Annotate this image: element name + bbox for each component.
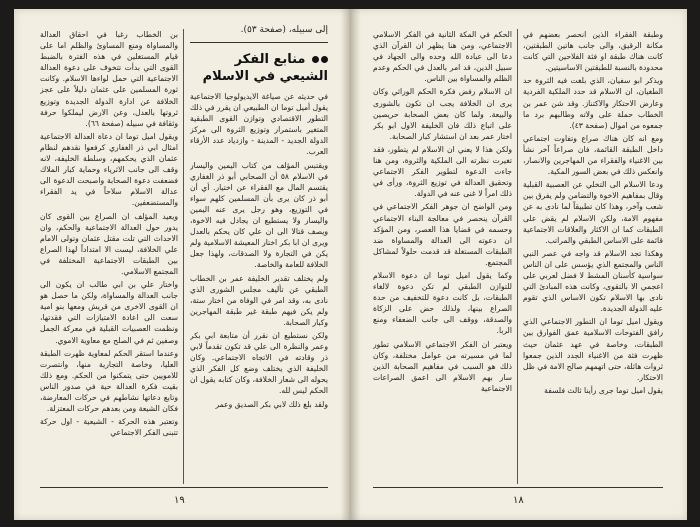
text-column-left xyxy=(373,29,512,483)
running-header: إلى سبيله، (صفحة ٥٣). xyxy=(240,25,328,35)
paragraph: وطبقة الفقراء الذين انحصر بعضهم في مكانة الرقيق، والى جانب هاتين الطبقتين، كانت هناك طبقة او فئة الفلاحين التي كانت محدودة بالنسبة للطبقتين الاساسيتين. xyxy=(523,30,663,73)
paragraph: ولم يختلف تقدير الخليفة عمر بن الخطاب الطبقي عن تأليف مجلس الشورى الذي نادى به، وقد امر في الوفاة من اختار ستة، ولم يكن فيهم طبقة غير طبقة المهاجرين وكبار الصحابة. xyxy=(190,273,328,327)
paragraph: وكما يقول اميل توما ان دعوة الاسلام للتوازن الطبقي لم تكن دعوة لالغاء الطبقات، بل كانت دعوة للتخفيف من حدة الصراع بينها، ولذلك حض على الزكاة والصدقة، ووقف الى جانب الضعفاء ومنع الربا. xyxy=(373,270,512,336)
gutter-shadow xyxy=(351,9,361,520)
paragraph: ويذكر ابو سفيان، الذي بلغت فيه الثروة حد الطغيان، ان الاسلام قد حدد الملكية الفردية وعارض الاحتكار والاكتناز. وقد شن عمر بن الخطاب حملة على ولاته وطالبهم برد ما جمعوه من اموال (صفحة ٤٣). xyxy=(523,76,663,130)
gutter-shadow xyxy=(340,9,350,520)
paragraph: ومع انه كان هناك صراع وتفاوت اجتماعي داخل الطبقة القائمة، فان صراعاً آخر نشأ بين الاغنياء والفقراء من المهاجرين والانصار، وانعكس ذلك في بعض السور المكية. xyxy=(523,133,663,177)
paragraph: ومن الواضح ان جوهر الفكر الاجتماعي في القرآن ينحصر في معالجة البناء الاجتماعي وحسمه في قضايا هذا العصر، ومن المؤكد ان دعوته الى العدالة والمساواة ضد الطبقات المستغلة قد قدمت حلولاً لمشاكل المجتمع. xyxy=(373,202,512,267)
paragraph: ولكن هذا لا يعني ان الاسلام لم يتطور، فقد تغيرت نظرته الى الملكية والثروة، ومن هنا جاءت الدعوة لتطوير الفكر الاجتماعي وتحقيق العدالة في توزيع الثروة، ورأى في ذلك امراً لا غنى عنه في الدولة. xyxy=(373,144,512,199)
paragraph: ويقول اميل توما ان دعاة العدالة الاجتماعية امثال ابي ذر الغفاري كرفعوا نقدهم لنظام عثمان الذي يحكمهم، وسلطة الخليفة، لانه وقف الى جانب الاثرياء وحماية كبار الملاك فضعفت دعوة الصحابة واصبحت الدعوة الى عدالة الاسلام سلاحاً في يد الفقراء والمستضعفين. xyxy=(40,131,178,208)
left-page xyxy=(14,9,351,520)
paragraph: ويعيد المؤلف ان الصراع بين القوى كان يدور حول العدالة الاجتماعية والحكم، وان الاحداث التي تلت مقتل عثمان وتولى الامام علي الخلافة، ليست الا امتداداً لهذا الصراع بين الطبقات الاجتماعية المختلفة في المجتمع الاسلامي. xyxy=(40,211,178,276)
paragraph: بن الخطاب رغبا في احقاق العدالة والمساواة ومنع المساوئ والظلم اما على قيام المستغلين في هذه الفترة بالضبط القوى التي بدأت تتخوف على دعوة العدالة الاجتماعية التي حمل لواءها الاسلام. وكانت ثورة المسلمين على عثمان دليلاً على عجز الخلافة عن ادارة الدولة الجديدة وتوزيع ثروتها بالعدل، وعن الارض ليملكوا حرفة وثقافة في سبيله (صفحة ٦٦). xyxy=(40,30,178,128)
paragraph: ان الاسلام رفض فكرة الحكم الوراثي وكان يرى ان الخلافة يجب ان تكون بالشورى والبيعة. ولما كان بعض الصحابة حريصين على اتباع ذلك فان الخليفة الاول ابو بكر اختار عمر بعد ان استشار كبار الصحابة. xyxy=(373,87,512,141)
text-column-right xyxy=(190,91,328,483)
paragraph: ودعا الاسلام الى التخلي عن العصبية القبلية وقال بمفاهيم الاخوة والتضامن ولم يفرق بين شعب وآخر، وهذا كان تطبيقاً لما نادى به عن مفهوم الامة، ولكن الاسلام لم يقض على الطبقات كما ان الاكثار والعلاقات الاجتماعية قائمة على الاساس الطبقي والمراتب. xyxy=(523,180,663,245)
paragraph: في حديثه عن صياغة الايديولوجيا الاجتماعية يقول أميل توما ان الطبيعي ان يقرر في ذلك التطور الاقتصادي وتوازن القوى الطبقية المتغير باستمرار وتوزيع الثروة الى مركز الدولة الجديد - المدينة - وازدياد عدد الأرقاء العرب. xyxy=(190,92,328,157)
paragraph: وتعتبر هذه الحركة - الشيعية - اول حركة تتبنى الفكر الاجتماعي xyxy=(40,417,178,438)
paragraph: ويعتبر ان الفكر الاجتماعي الاسلامي تطور لما في مسيرته من عوامل مختلفة، وكان ذلك هو السبب في مفاهيم الصحابة الذين سار بهم الاسلام الى اعمق الصراعات الاجتماعية xyxy=(373,339,512,393)
text-column-right xyxy=(523,29,663,483)
text-column-left xyxy=(40,29,178,483)
page-number: ١٩ xyxy=(174,495,185,506)
paragraph: وهكذا تجد الاسلام قد واجه في عصر النبي الناس والمجتمع الذي يؤسس على ان الناس سواسية كأسنان المشط لا فضل لعربي على اعجمي الا بالتقوى، وكانت هذه المبادئ التي نادى بها الاسلام تكون الاساس الذي تقوم عليه الدولة الجديدة. xyxy=(523,248,663,314)
paragraph: واختار علي بن ابي طالب ان يكون الى جانب العدالة والمساواة، ولكن ما حصل هو ان القوى الاخرى من قريش ومعها بنو امية سعت الى اعادة الامتيازات التي فقدتها، ونظمت العصبيات القبلية في معركة الجمل وصفين ثم في الصلح مع معاوية الاموي. xyxy=(40,280,178,345)
column-divider xyxy=(517,29,518,484)
paragraph: يقول اميل توما جرى رأينا ثالث فلسفة xyxy=(544,385,663,395)
paragraph: ولقد بلغ ذلك لابي بكر الصديق وعمر xyxy=(215,399,328,409)
section-heading: منابع الفكر الشيعي في الاسلام xyxy=(202,52,328,84)
paragraph: ولكن نستطيع ان نقرر أن متابعة ابي بكر وعمر والنظرة الى علي قد تكون تقدماً لابي ذر وقادته في الاتجاه الاجتماعي. وكان الخليفة الذي يختلف وضع كل الفكر الذي يحوله الى شعار الخلافة، وكان كتابه يقول ان الحكم ليس لله. xyxy=(190,330,328,396)
footer-rule xyxy=(40,487,328,488)
right-page xyxy=(351,9,687,520)
paragraph: وعندما استقر الحكم لمعاوية ظهرت الطبقة العليا، وخاصة التجارية منها، وانتصرت للامويين حتى يتمكنوا من الحكم. ومع ذلك بقيت فكرة العدالة حية في صدور الناس وتابع دعاتها نشاطهم في حركات المعارضة، فكان الشيعة ومن بعدهم حركات المعتزلة. xyxy=(40,348,178,414)
header-rule xyxy=(190,42,328,43)
paragraph: الحكم في المكة الثانية في الفكر الاسلامي الاجتماعي، ومن هنا يظهر ان القرآن الذي دعا الى عبادة الله وحده والى الجهاد في سبيل الدين، قد امر بالعدل في الحكم وعدم الظلم والمساواة بين الناس. xyxy=(373,30,512,84)
bullet-icon xyxy=(321,56,328,63)
paragraph: ويقتبس المؤلف من كتاب اليمين واليسار في الاسلام ٥٨ أن الصحابي أبو ذر الغفاري يقتسم المال مع الفقراء عن اختيار. أي أن أبو ذر كان يرى بأن المسلمين كلهم سواء في التوزيع، وهو رجل يرى عنه اليمين واليسار ولا يستطيع ان يجادل فيه الاخوة، ويصف قتالا الى ان علي كان يحكم بالعدل ويرى ان ابا بكر اختار المعيشة الاسلامية ولم يكن في التجارة ولا الصدقات، ولهذا جعل الخلافة للعامة والخاصة. xyxy=(190,160,328,270)
paragraph: ويقول اميل توما ان التطور الاجتماعي الذي رافق الفتوحات الاسلامية عمق الفوارق بين الطبقات، وخاصة في عهد عثمان حيث ظهرت فئة من الاغنياء الجدد الذين جمعوا ثروات هائلة، حتى اتهمهم صالح الامة في ظل الاحتكار. xyxy=(523,317,663,382)
footer-rule xyxy=(373,487,663,488)
page-number: ١٨ xyxy=(513,495,524,506)
column-divider xyxy=(183,29,184,484)
bullet-icon xyxy=(312,56,319,63)
book-spread xyxy=(14,9,687,520)
